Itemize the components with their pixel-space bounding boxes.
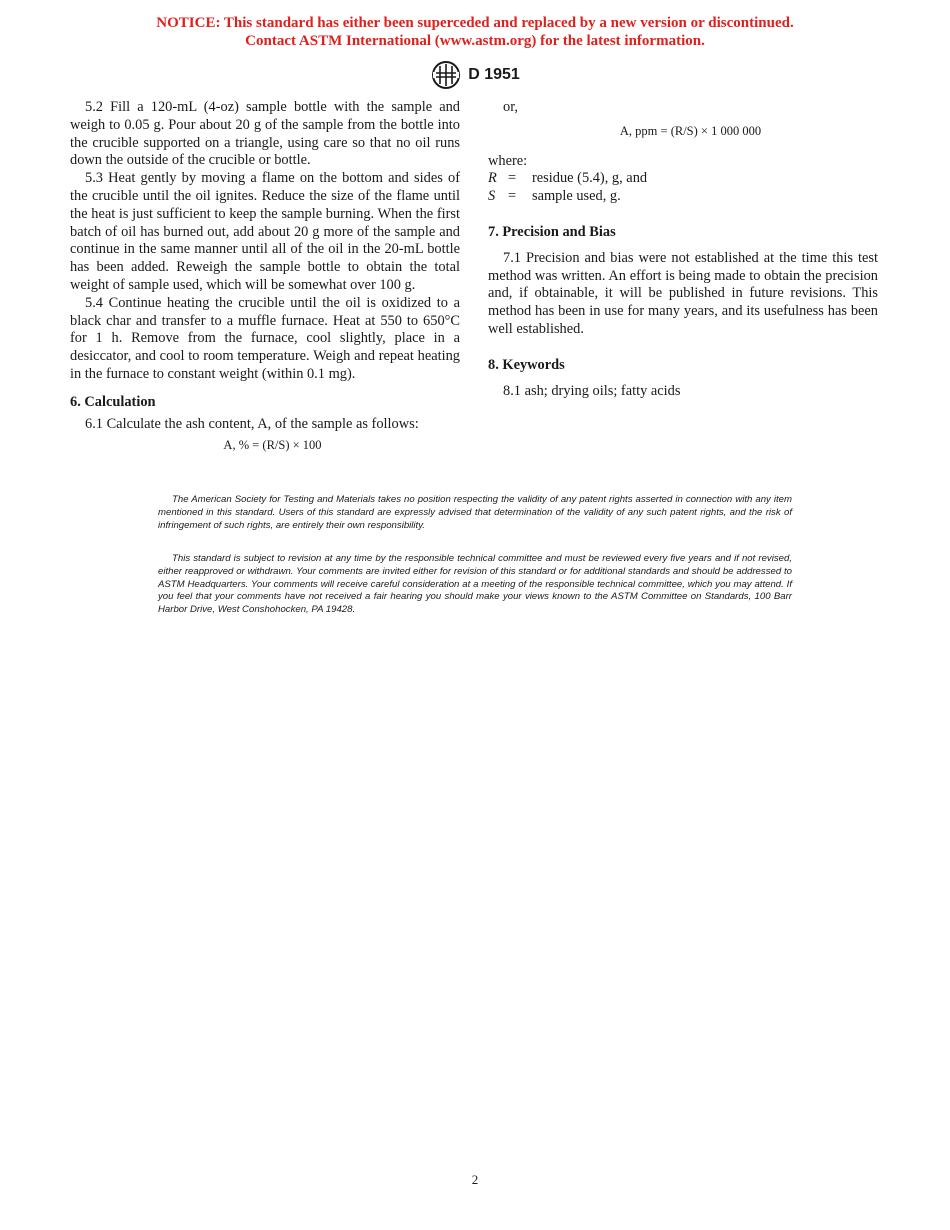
where-equals: = [508,188,517,205]
where-item-s [488,188,878,206]
equation-ash-percent: A, % = (R/S) × 100 [223,438,322,453]
designation-number: D 1951 [468,66,520,83]
where-symbol: R [488,170,497,187]
section-7-heading: 7. Precision and Bias [488,223,616,240]
notice-line-2: Contact ASTM International (www.astm.org) for the latest information. [245,33,705,49]
patent-disclaimer [158,494,792,532]
right-column [488,99,878,400]
revision-notice [158,553,792,617]
footer-paragraph-2: This standard is subject to revision at any time by the responsible technical committee and must be reviewed every five years and if not revised, either reapproved or withdrawn. Your comments are invited either for revision of this standard or for additional standards and should be addressed to ASTM Headquarters. Your comments will receive careful consideration at a meeting of the responsible technical committee, which you may attend. If you feel that your comments have not received a fair hearing you should make your views known to the ASTM Committee on Standards, 100 Barr Harbor Drive, West Conshohocken, PA 19428. [158,553,792,616]
left-column [70,99,460,455]
page-number: 2 [471,1172,479,1187]
paragraph-5-3: 5.3 Heat gently by moving a flame on the bottom and sides of the crucible until the oil ignites. Reduce the size of the flame until the heat is just sufficient to keep the sample burning. When the first batch of oil has burned out, add about 20 g more of the sample and continue in the same manner until all of the oil in the 20-mL bottle has been added. Reweigh the sample bottle to obtain the total weight of sample used, which will be somewhat over 100 g. [70,170,460,293]
section-8-heading: 8. Keywords [488,356,565,373]
paragraph-6-1: 6.1 Calculate the ash content, A, of the sample as follows: [85,415,419,432]
where-label: where: [488,152,528,169]
astm-logo-icon [430,60,462,90]
where-item-r [488,170,878,188]
document-header [0,60,950,90]
notice-line-1: NOTICE: This standard has either been superceded and replaced by a new version or discontinued. [156,15,794,31]
where-symbol: S [488,188,496,205]
paragraph-7-1: 7.1 Precision and bias were not established at the time this test method was written. An effort is being made to obtain the precision and, if obtainable, it will be published in future revisions. This method has been in use for many years, and its usefulness has been well established. [488,249,878,337]
notice-banner [0,14,950,50]
footer-paragraph-1: The American Society for Testing and Materials takes no position respecting the validity of any patent rights asserted in connection with any item mentioned in this standard. Users of this standard are expressly advised that determination of the validity of any such patent rights, and the risk of infringement of such rights, are entirely their own responsibility. [158,494,792,531]
paragraph-5-4: 5.4 Continue heating the crucible until the oil is oxidized to a black char and transfer to a muffle furnace. Heat at 550 to 650°C for 1 h. Remove from the furnace, cool slightly, place in a desiccator, and cool to room temperature. Weigh and repeat heating in the furnace to constant weight (within 0.1 mg). [70,294,460,382]
where-description: sample used, g. [532,188,621,205]
where-description: residue (5.4), g, and [532,170,648,187]
or-text: or, [503,99,519,115]
section-6-heading: 6. Calculation [70,393,156,410]
paragraph-8-1: 8.1 ash; drying oils; fatty acids [503,382,681,399]
equation-ash-ppm: A, ppm = (R/S) × 1 000 000 [619,123,762,138]
paragraph-5-2: 5.2 Fill a 120-mL (4-oz) sample bottle with the sample and weigh to 0.05 g. Pour about 20 g of the sample from the bottle into the crucible supported on a triangle, using care so that no oil runs down the outside of the crucible or bottle. [70,99,460,169]
where-equals: = [508,170,517,187]
